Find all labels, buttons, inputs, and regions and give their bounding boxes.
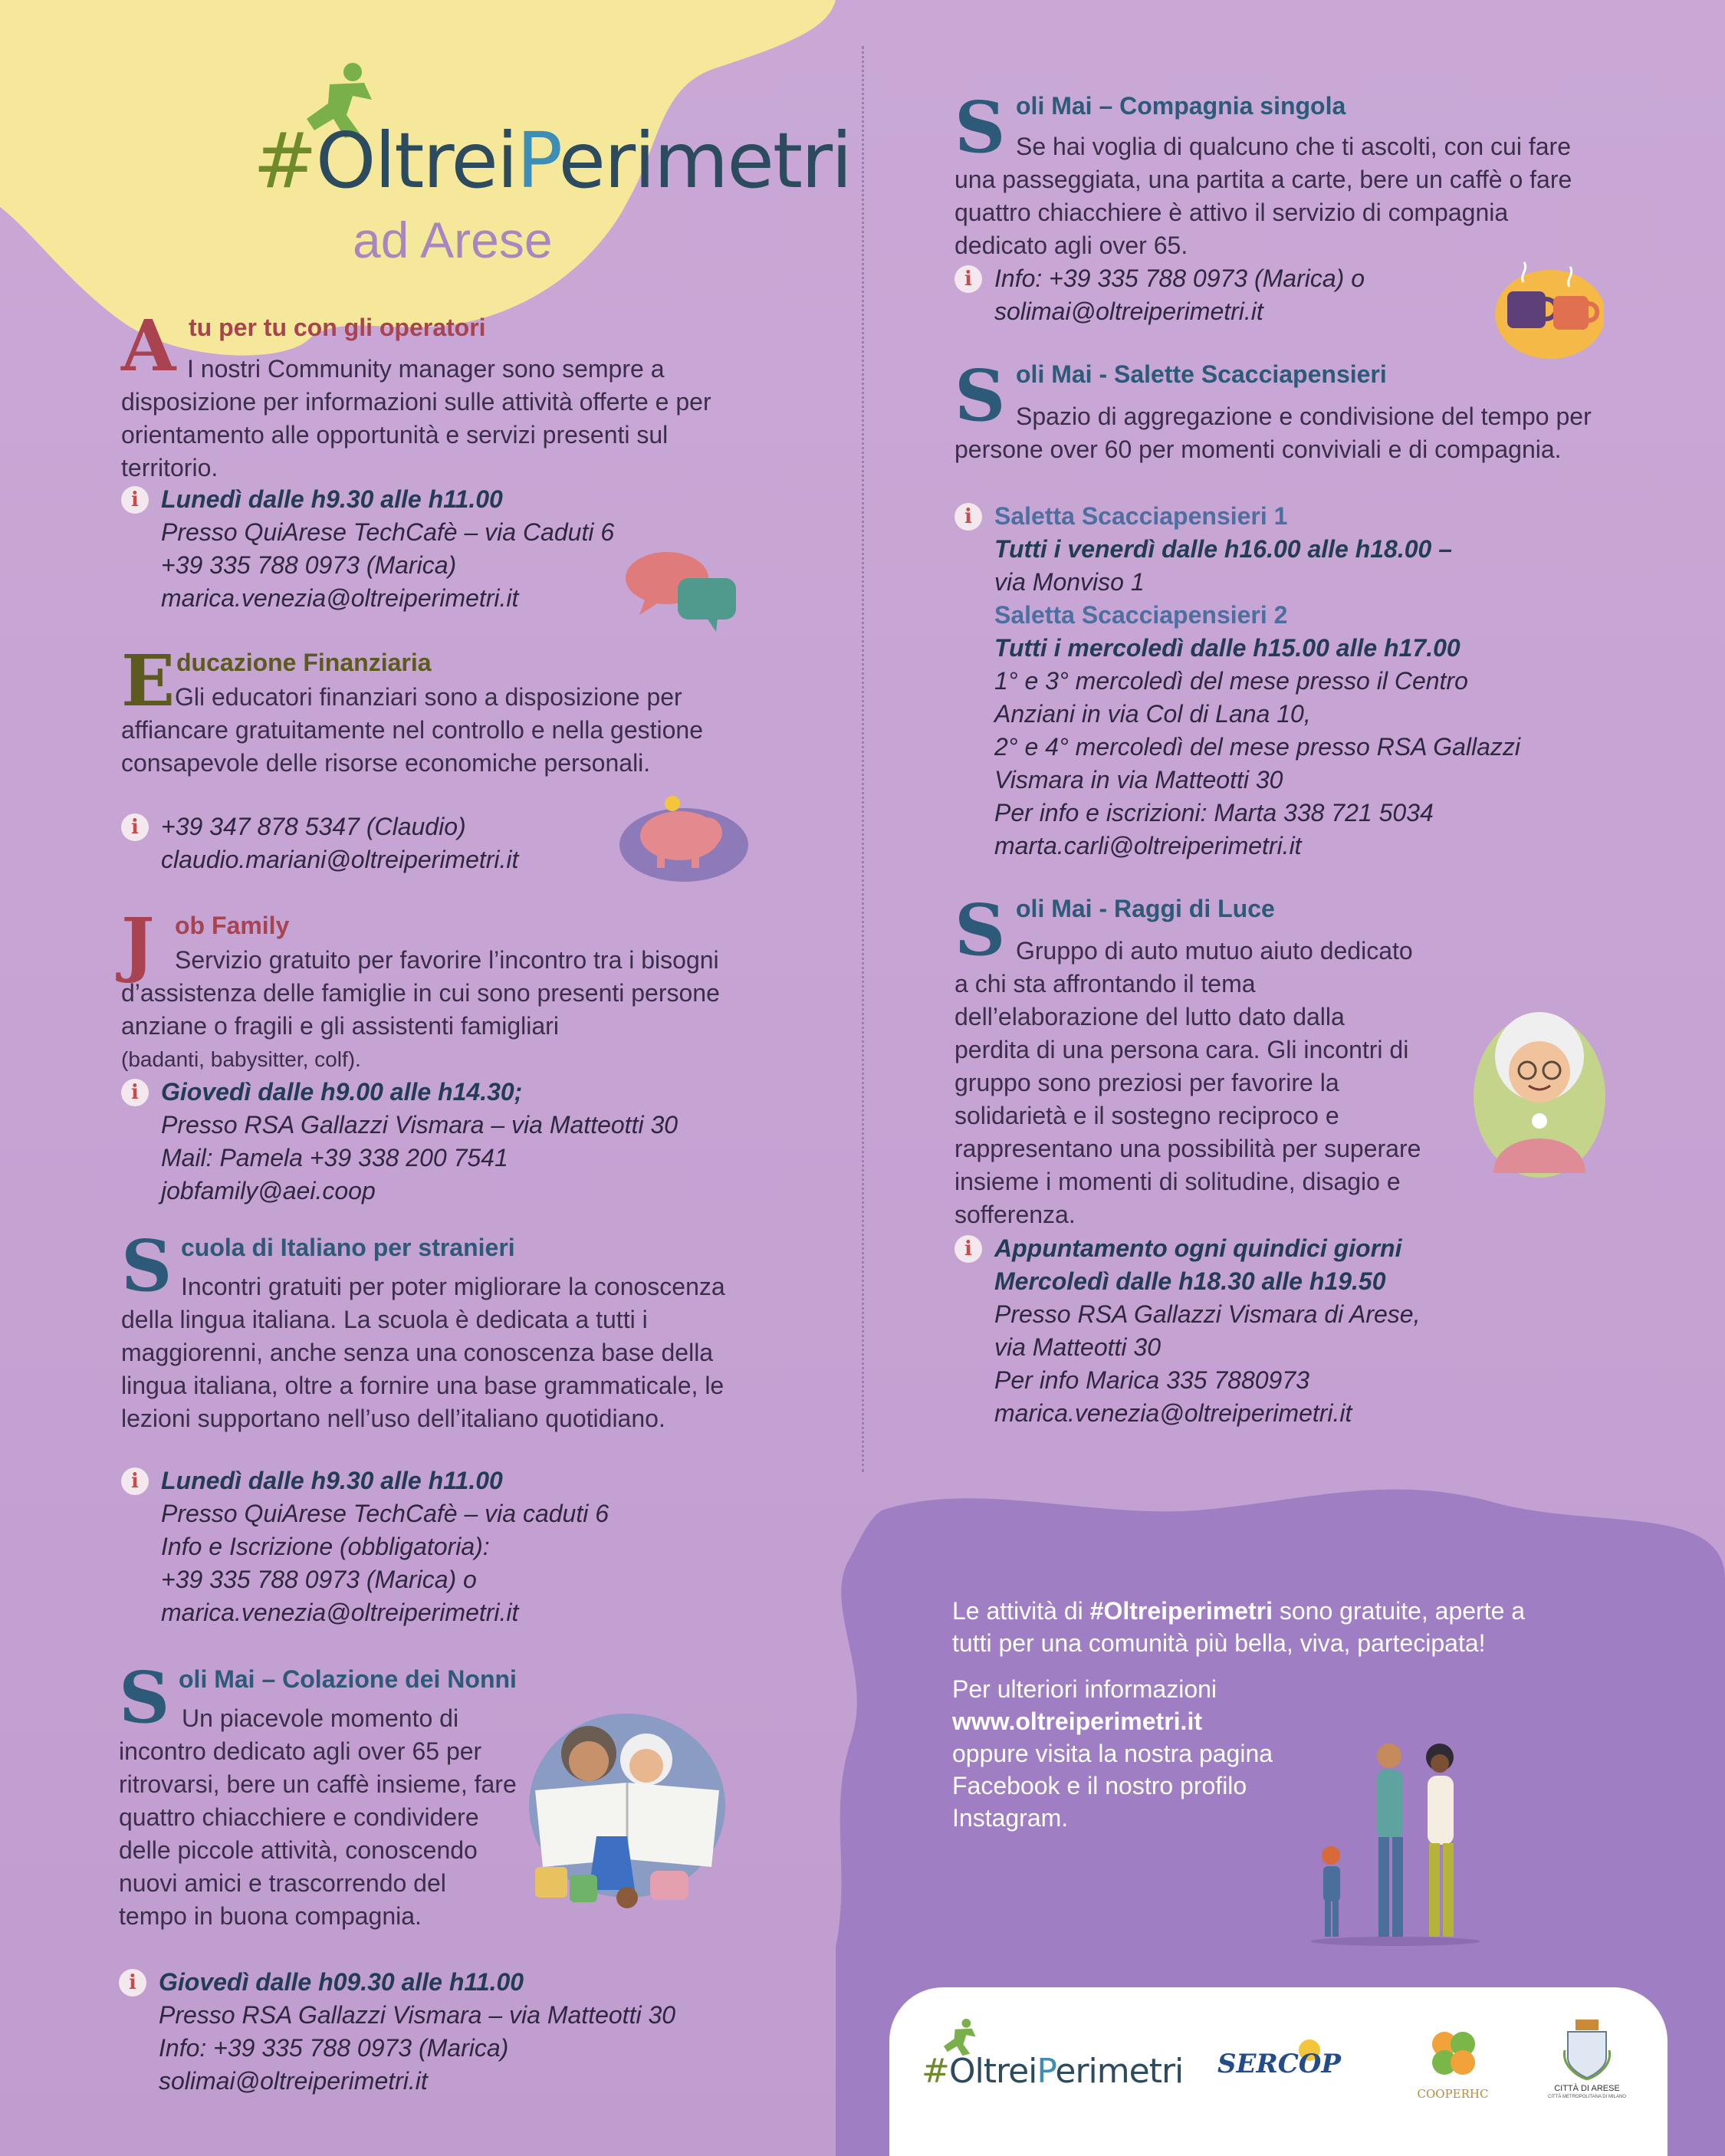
info-icon: i [121,1467,149,1495]
saletta-2-detail-2: Anziani in via Col di Lana 10, [994,700,1311,728]
section-j-job-family [121,902,765,1215]
section-info [121,810,518,876]
section-title: oli Mai – Compagnia singola [1016,92,1346,120]
info-email: jobfamily@aei.coop [161,1177,376,1205]
info-email: claudio.mariani@oltreiperimetri.it [161,846,519,873]
speech-bubbles-icon [623,546,738,634]
grandmother-icon [1463,989,1608,1181]
family-people-icon [1303,1740,1487,1947]
info-icon: i [955,503,982,531]
footer-comune-arese-logo: CITTÀ DI ARESE CITTÀ METROPOLITANA DI MILANO [1545,2020,1629,2119]
grandparents-breakfast-icon [512,1706,742,1913]
section-s-scuola-italiano [121,1224,765,1629]
section-title: oli Mai – Colazione dei Nonni [179,1665,517,1693]
section-body: Gruppo di auto mutuo aiuto dedicato a chi sta affrontando il tema dell’elaborazione del lutto dato dalla perdita di una persona cara. Gli incontri di gruppo sono preziosi per favorire la solidarietà e il sostegno reciproco e rappresentano una possibilità per superare insieme i momenti di solitudine, disagio e sofferenza. [955,937,1421,1228]
dropcap-letter: S [955,889,1006,971]
info-schedule: i Giovedì dalle h09.30 alle h11.00 [119,1966,675,1999]
dropcap-letter: S [121,1224,172,1307]
section-body: I nostri Community manager sono sempre a disposizione per informazioni sulle attività offerte e per orientamento alle opportunità e servizi presenti sul territorio. [121,355,711,481]
section-s-salette-scacciapensieri [955,354,1606,866]
info-location: Presso RSA Gallazzi Vismara – via Matteotti 30 [159,2001,676,2029]
info-email: marica.venezia@oltreiperimetri.it [161,584,519,612]
saletta-2-title: Saletta Scacciapensieri 2 [994,601,1288,629]
logo-subtitle: ad Arese [353,212,553,268]
info-phone: +39 335 788 0973 (Marica) [161,551,457,579]
section-title: oli Mai - Salette Scacciapensieri [1016,360,1387,388]
saletta-1-title: i Saletta Scacciapensieri 1 [955,500,1520,533]
section-info [121,1076,678,1208]
info-address: via Matteotti 30 [994,1333,1161,1361]
oltreiperimetri-header-logo [253,61,851,268]
saletta-2-detail-1: 1° e 3° mercoledì del mese presso il Centro [994,667,1468,695]
section-body: Incontri gratuiti per poter migliorare la conoscenza della lingua italiana. La scuola è dedicata a tutti i maggiorenni, anche senza una conoscenza base della lingua italiana, oltre a fornire una base grammaticale, le lezioni supportano nell’uso dell’italiano quotidiano. [121,1273,725,1432]
section-title: ducazione Finanziaria [176,649,432,676]
dropcap-letter: J [121,902,155,985]
saletta-1-schedule: Tutti i venerdì dalle h16.00 alle h18.00 – [994,535,1453,563]
section-body: Un piacevole momento di incontro dedicato agli over 65 per ritrovarsi, bere un caffè insieme, fare quattro chiacchiere e condividere delle piccole attività, conoscendo nuovi amici e trascorrendo del tempo in buona compagnia. [119,1704,517,1930]
info-schedule: i Lunedì dalle h9.30 alle h11.00 [121,1464,609,1497]
info-location: Presso RSA Gallazzi Vismara – via Matteotti 30 [161,1111,678,1139]
section-title: tu per tu con gli operatori [189,314,486,341]
info-phone: i +39 347 878 5347 (Claudio) [121,810,518,843]
dropcap-letter: E [121,639,176,722]
footer-cooperhc-logo: COOPERHC [1411,2026,1495,2110]
info-email: solimai@oltreiperimetri.it [994,297,1263,325]
info-icon: i [121,813,149,841]
section-body: Se hai voglia di qualcuno che ti ascolti, con cui fare una passeggiata, una partita a carte, bere un caffè o fare quattro chiacchiere è attivo il servizio di compagnia dedicato agli over 65. [955,133,1572,259]
promo-paragraph-1: Le attività di #Oltreiperimetri sono gratuite, aperte a tutti per una comunità più bella, viva, partecipata! [952,1597,1526,1657]
info-schedule: i Giovedì dalle h9.00 alle h14.30; [121,1076,678,1109]
saletta-1-address: via Monviso 1 [994,568,1145,596]
section-body: Servizio gratuito per favorire l’incontro tra i bisogni d’assistenza delle famiglie in cui sono presenti persone anziane o fragili e gli assistenti famigliari [121,946,720,1040]
info-frequency: i Appuntamento ogni quindici giorni [955,1232,1420,1265]
info-registration: Per info e iscrizioni: Marta 338 721 5034 [994,799,1434,827]
section-body-note: (badanti, babysitter, colf). [121,1047,361,1071]
info-phone: Per info Marica 335 7880973 [994,1366,1309,1394]
info-schedule: i Lunedì dalle h9.30 alle h11.00 [121,483,614,516]
info-email: marta.carli@oltreiperimetri.it [994,832,1302,859]
promo-paragraph-2: Per ulteriori informazioni www.oltreiperimetri.it oppure visita la nostra pagina Facebook e il nostro profilo Instagram. [952,1675,1273,1832]
saletta-2-detail-3: 2° e 4° mercoledì del mese presso RSA Gallazzi [994,733,1521,761]
footer-logos-bar [889,1987,1668,2156]
dropcap-letter: A [121,304,176,387]
section-info [121,483,614,615]
info-email: marica.venezia@oltreiperimetri.it [161,1599,519,1626]
info-email: marica.venezia@oltreiperimetri.it [994,1399,1352,1427]
footer-sercop-logo: SERCOP [1217,2035,1332,2096]
section-info [119,1966,675,2098]
website-link[interactable]: www.oltreiperimetri.it [952,1707,1202,1735]
info-contact: Mail: Pamela +39 338 200 7541 [161,1144,508,1172]
section-title: cuola di Italiano per stranieri [181,1234,515,1261]
section-info [955,1232,1420,1430]
section-title: oli Mai - Raggi di Luce [1016,895,1275,922]
logo-wordmark: #OltreiPerimetri [253,116,851,205]
section-info [121,1464,609,1629]
footer-oltreiperimetri-logo: #OltreiPerimetri [922,2018,1152,2095]
coat-of-arms-icon [1562,2020,1612,2081]
saletta-2-detail-4: Vismara in via Matteotti 30 [994,766,1283,794]
info-phone: i Info: +39 335 788 0973 (Marica) o [955,262,1365,295]
column-divider [862,46,864,1472]
section-title: ob Family [175,912,290,939]
section-info [955,262,1365,328]
info-icon: i [121,486,149,514]
dropcap-letter: S [119,1656,170,1739]
info-schedule: Mercoledì dalle h18.30 alle h19.50 [994,1267,1386,1295]
info-phone: Info: +39 335 788 0973 (Marica) [159,2034,509,2062]
info-location: Presso RSA Gallazzi Vismara di Arese, [994,1300,1421,1328]
info-location: Presso QuiArese TechCafè – via Caduti 6 [161,518,615,546]
piggy-bank-icon [615,791,749,883]
info-icon: i [955,1235,982,1263]
dropcap-letter: S [955,354,1006,437]
section-body: Gli educatori finanziari sono a disposizione per affiancare gratuitamente nel controllo e nella gestione consapevole delle risorse economiche personali. [121,683,704,777]
info-email: solimai@oltreiperimetri.it [159,2067,428,2095]
info-icon: i [955,265,982,293]
clover-icon [1423,2026,1484,2084]
coffee-cups-icon [1489,253,1604,360]
dropcap-letter: S [955,86,1006,169]
info-location: Presso QuiArese TechCafè – via caduti 6 [161,1500,610,1527]
section-info [955,500,1520,863]
info-registration: Info e Iscrizione (obbligatoria): [161,1533,490,1560]
info-icon: i [121,1079,149,1106]
saletta-2-schedule: Tutti i mercoledì dalle h15.00 alle h17.00 [994,634,1460,662]
section-body: Spazio di aggregazione e condivisione del tempo per persone over 60 per momenti conviviali e di compagnia. [955,403,1592,463]
info-phone: +39 335 788 0973 (Marica) o [161,1566,477,1593]
info-icon: i [119,1969,146,1997]
